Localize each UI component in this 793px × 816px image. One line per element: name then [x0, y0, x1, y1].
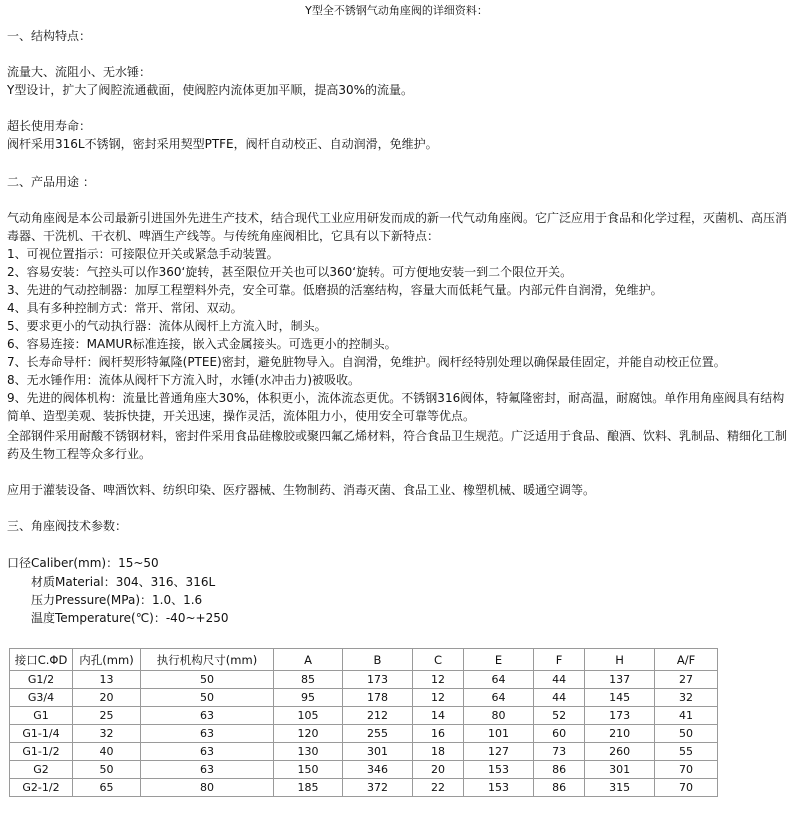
- usage-materials: 全部钢件采用耐酸不锈钢材料，密封件采用食品硅橡胶或聚四氟乙烯材料，符合食品卫生规范。广泛适用于食品、酿酒、饮料、乳制品、精细化工制药及生物工程等众多行业。: [7, 429, 788, 461]
- column-header: 接口C.ΦD: [10, 649, 73, 671]
- table-row: [10, 761, 718, 779]
- table-cell: 260: [585, 743, 655, 761]
- table-cell: 22: [412, 779, 463, 797]
- table-cell: 52: [534, 707, 585, 725]
- table-cell: 173: [585, 707, 655, 725]
- table-cell: G1/2: [10, 671, 73, 689]
- table-row: [10, 725, 718, 743]
- feature-flow-title: 流量大、流阻小、无水锤：: [7, 65, 152, 79]
- table-cell: 41: [655, 707, 718, 725]
- table-cell: 16: [412, 725, 463, 743]
- table-cell: 50: [141, 671, 274, 689]
- table-cell: 60: [534, 725, 585, 743]
- column-header: 内孔(mm): [73, 649, 141, 671]
- usage-item: 8、无水锤作用：流体从阀杆下方流入时，水锤(水冲击力)被吸收。: [7, 373, 361, 387]
- table-cell: 40: [73, 743, 141, 761]
- table-cell: 50: [73, 761, 141, 779]
- table-cell: 137: [585, 671, 655, 689]
- table-cell: 18: [412, 743, 463, 761]
- table-cell: 301: [585, 761, 655, 779]
- column-header: C: [412, 649, 463, 671]
- table-cell: 346: [343, 761, 413, 779]
- table-cell: 255: [343, 725, 413, 743]
- table-cell: 55: [655, 743, 718, 761]
- table-cell: 13: [73, 671, 141, 689]
- table-cell: 130: [274, 743, 343, 761]
- table-cell: 50: [655, 725, 718, 743]
- table-cell: 173: [343, 671, 413, 689]
- usage-item: 4、具有多种控制方式：常开、常闭、双动。: [7, 301, 243, 315]
- feature-life-title: 超长使用寿命：: [7, 119, 92, 133]
- table-cell: 178: [343, 689, 413, 707]
- table-cell: 63: [141, 707, 274, 725]
- table-cell: 44: [534, 689, 585, 707]
- table-cell: G2-1/2: [10, 779, 73, 797]
- table-cell: 73: [534, 743, 585, 761]
- table-cell: G1-1/2: [10, 743, 73, 761]
- feature-life-text: 阀杆采用316L不锈钢，密封采用契型PTFE，阀杆自动校正、自动润滑，免维护。: [7, 137, 438, 151]
- param-pressure: 压力Pressure(MPa)：1.0、1.6: [31, 593, 203, 607]
- table-cell: 301: [343, 743, 413, 761]
- table-row: [10, 779, 718, 797]
- document-title: Y型全不锈钢气动角座阀的详细资料：: [305, 4, 488, 17]
- section-heading-usage: 二、产品用途 ：: [7, 175, 95, 189]
- table-cell: 63: [141, 761, 274, 779]
- table-row: [10, 689, 718, 707]
- table-cell: 101: [464, 725, 534, 743]
- usage-item: 2、容易安装：气控头可以作360‘旋转，甚至限位开关也可以360‘旋转。可方便地安装一到二个限位开关。: [7, 265, 573, 279]
- table-cell: 70: [655, 761, 718, 779]
- table-cell: 25: [73, 707, 141, 725]
- table-cell: 85: [274, 671, 343, 689]
- table-cell: 105: [274, 707, 343, 725]
- table-cell: 145: [585, 689, 655, 707]
- column-header: A/F: [655, 649, 718, 671]
- param-caliber: 口径Caliber(mm)：15~50: [7, 556, 159, 570]
- spec-table: [9, 648, 718, 797]
- table-row: [10, 707, 718, 725]
- table-cell: 153: [464, 761, 534, 779]
- usage-applications: 应用于灌装设备、啤酒饮料、纺织印染、医疗器械、生物制药、消毒灭菌、食品工业、橡塑机械、暖通空调等。: [7, 483, 596, 497]
- table-cell: 80: [141, 779, 274, 797]
- table-cell: 14: [412, 707, 463, 725]
- table-cell: 80: [464, 707, 534, 725]
- table-cell: 50: [141, 689, 274, 707]
- table-cell: 185: [274, 779, 343, 797]
- feature-flow-text: Y型设计，扩大了阀腔流通截面，使阀腔内流体更加平顺，提高30%的流量。: [7, 83, 414, 97]
- column-header: H: [585, 649, 655, 671]
- table-cell: 86: [534, 761, 585, 779]
- table-cell: 372: [343, 779, 413, 797]
- section-heading-params: 三、角座阀技术参数：: [7, 519, 128, 533]
- table-cell: 64: [464, 671, 534, 689]
- table-cell: 95: [274, 689, 343, 707]
- table-cell: 64: [464, 689, 534, 707]
- usage-item: 3、先进的气动控制器：加厚工程塑料外壳，安全可靠。低磨损的活塞结构，容量大而低耗气量。内部元件自润滑，免维护。: [7, 283, 663, 297]
- table-cell: G1-1/4: [10, 725, 73, 743]
- table-cell: 212: [343, 707, 413, 725]
- table-cell: 63: [141, 725, 274, 743]
- table-cell: G1: [10, 707, 73, 725]
- table-header-row: [10, 649, 718, 671]
- table-cell: G3/4: [10, 689, 73, 707]
- table-cell: 20: [412, 761, 463, 779]
- usage-item: 5、要求更小的气动执行器：流体从阀杆上方流入时，制头。: [7, 319, 327, 333]
- table-cell: 127: [464, 743, 534, 761]
- table-cell: 150: [274, 761, 343, 779]
- param-material: 材质Material：304、316、316L: [31, 575, 216, 589]
- table-cell: 32: [655, 689, 718, 707]
- usage-item: 7、长寿命导杆：阀杆契形特氟隆(PTEE)密封，避免脏物导入。自润滑，免维护。阀杆经特别处理以确保最佳固定，并能自动校正位置。: [7, 355, 726, 369]
- param-temperature: 温度Temperature(℃)：-40~+250: [31, 611, 229, 625]
- column-header: F: [534, 649, 585, 671]
- table-cell: 32: [73, 725, 141, 743]
- table-cell: 120: [274, 725, 343, 743]
- column-header: A: [274, 649, 343, 671]
- column-header: E: [464, 649, 534, 671]
- usage-item: 1、可视位置指示：可接限位开关或紧急手动装置。: [7, 247, 279, 261]
- table-cell: 63: [141, 743, 274, 761]
- table-cell: 44: [534, 671, 585, 689]
- table-cell: 153: [464, 779, 534, 797]
- table-cell: 20: [73, 689, 141, 707]
- table-cell: 86: [534, 779, 585, 797]
- table-cell: 70: [655, 779, 718, 797]
- table-row: [10, 671, 718, 689]
- usage-intro: 气动角座阀是本公司最新引进国外先进生产技术，结合现代工业应用研发而成的新一代气动角座阀。它广泛应用于食品和化学过程，灭菌机、高压消毒器、干洗机、干衣机、啤酒生产线等。与传统角座阀相比，它具有以下新特点：: [7, 211, 788, 243]
- table-cell: 210: [585, 725, 655, 743]
- section-heading-structure: 一、结构特点：: [7, 29, 92, 43]
- table-cell: 12: [412, 689, 463, 707]
- table-cell: G2: [10, 761, 73, 779]
- column-header: B: [343, 649, 413, 671]
- table-cell: 12: [412, 671, 463, 689]
- usage-item: 6、容易连接：MAMUR标准连接，嵌入式金属接头。可选更小的控制头。: [7, 337, 397, 351]
- table-cell: 65: [73, 779, 141, 797]
- usage-item: 9、先进的阀体机构：流量比普通角座大30%，体积更小，流体流态更优。不锈钢316阀体，特氟隆密封，耐高温，耐腐蚀。单作用角座阀具有结构简单、造型美观、装拆快捷，开关迅速，操作灵活，流体阻力小，使用安全可靠等优点。: [7, 391, 785, 423]
- table-cell: 27: [655, 671, 718, 689]
- column-header: 执行机构尺寸(mm): [141, 649, 274, 671]
- table-row: [10, 743, 718, 761]
- table-cell: 315: [585, 779, 655, 797]
